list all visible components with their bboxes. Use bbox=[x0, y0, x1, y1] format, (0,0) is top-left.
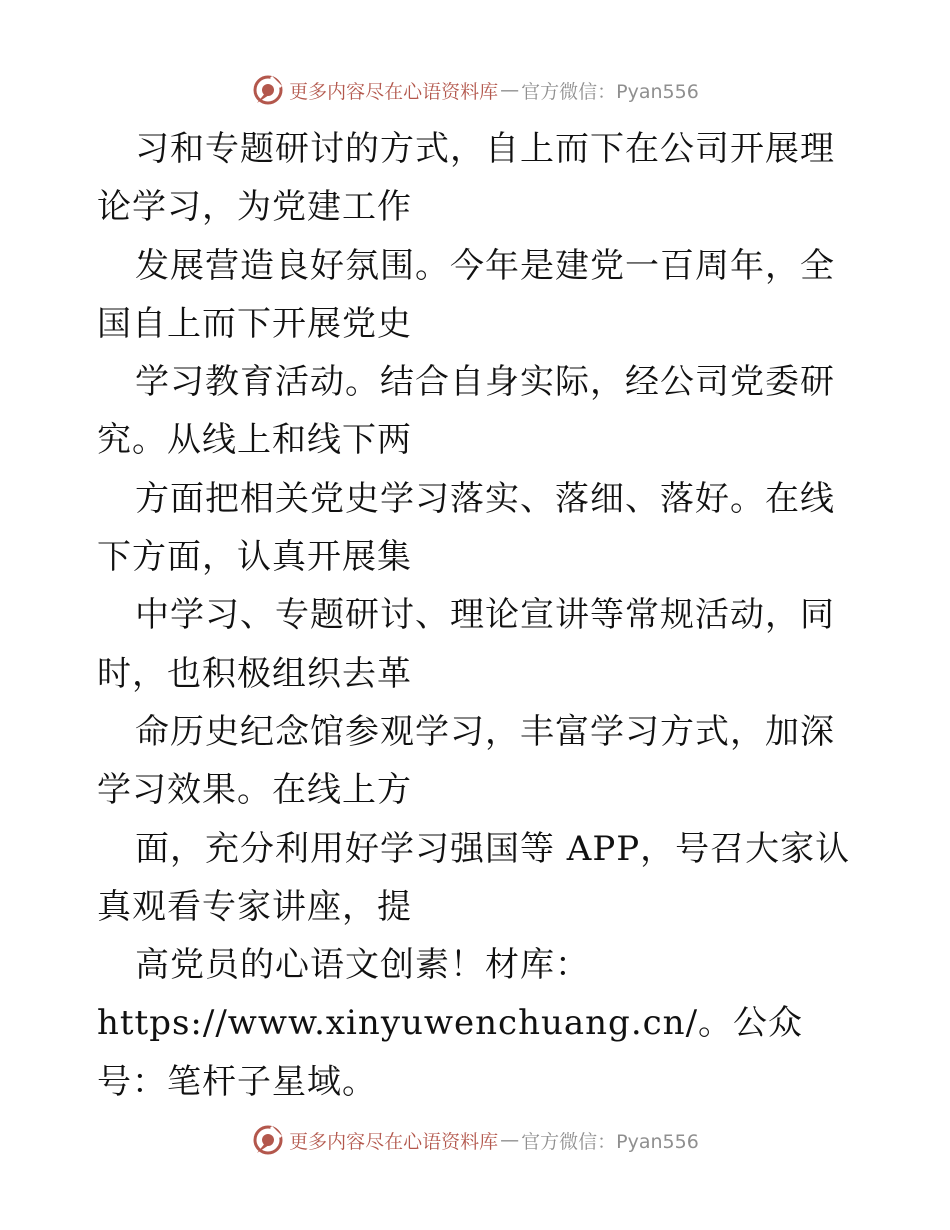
document-body bbox=[97, 120, 857, 1111]
paragraph: 中学习、专题研讨、理论宣讲等常规活动，同时，也积极组织去革 bbox=[97, 595, 835, 694]
paragraph: 高党员的心语文创素！材库：https://www.xinyuwenchuang.cn/。公众号：笔杆子星域。 bbox=[97, 945, 804, 1102]
footer-banner-wechat: 官方微信：Pyan556 bbox=[521, 1130, 699, 1153]
footer-banner bbox=[0, 1120, 950, 1160]
header-banner-wechat: 官方微信：Pyan556 bbox=[521, 80, 699, 103]
footer-banner-separator: — bbox=[500, 1129, 520, 1151]
header-banner-main: 更多内容尽在心语资料库 bbox=[289, 80, 499, 103]
paragraph: 学习教育活动。结合自身实际，经公司党委研究。从线上和线下两 bbox=[97, 362, 835, 461]
paragraph: 习和专题研讨的方式，自上而下在公司开展理论学习，为党建工作 bbox=[97, 129, 835, 228]
paragraph: 发展营造良好氛围。今年是建党一百周年，全国自上而下开展党史 bbox=[97, 245, 835, 344]
paragraph: 面，充分利用好学习强国等 APP，号召大家认真观看专家讲座，提 bbox=[97, 828, 851, 927]
paragraph: 命历史纪念馆参观学习，丰富学习方式，加深学习效果。在线上方 bbox=[97, 711, 835, 811]
pen-logo-icon bbox=[251, 1123, 285, 1157]
footer-banner-main: 更多内容尽在心语资料库 bbox=[289, 1130, 499, 1153]
paragraph: 方面把相关党史学习落实、落细、落好。在线下方面，认真开展集 bbox=[97, 478, 835, 578]
pen-logo-icon bbox=[251, 73, 285, 107]
header-banner bbox=[0, 70, 950, 110]
header-banner-separator: — bbox=[500, 79, 520, 101]
